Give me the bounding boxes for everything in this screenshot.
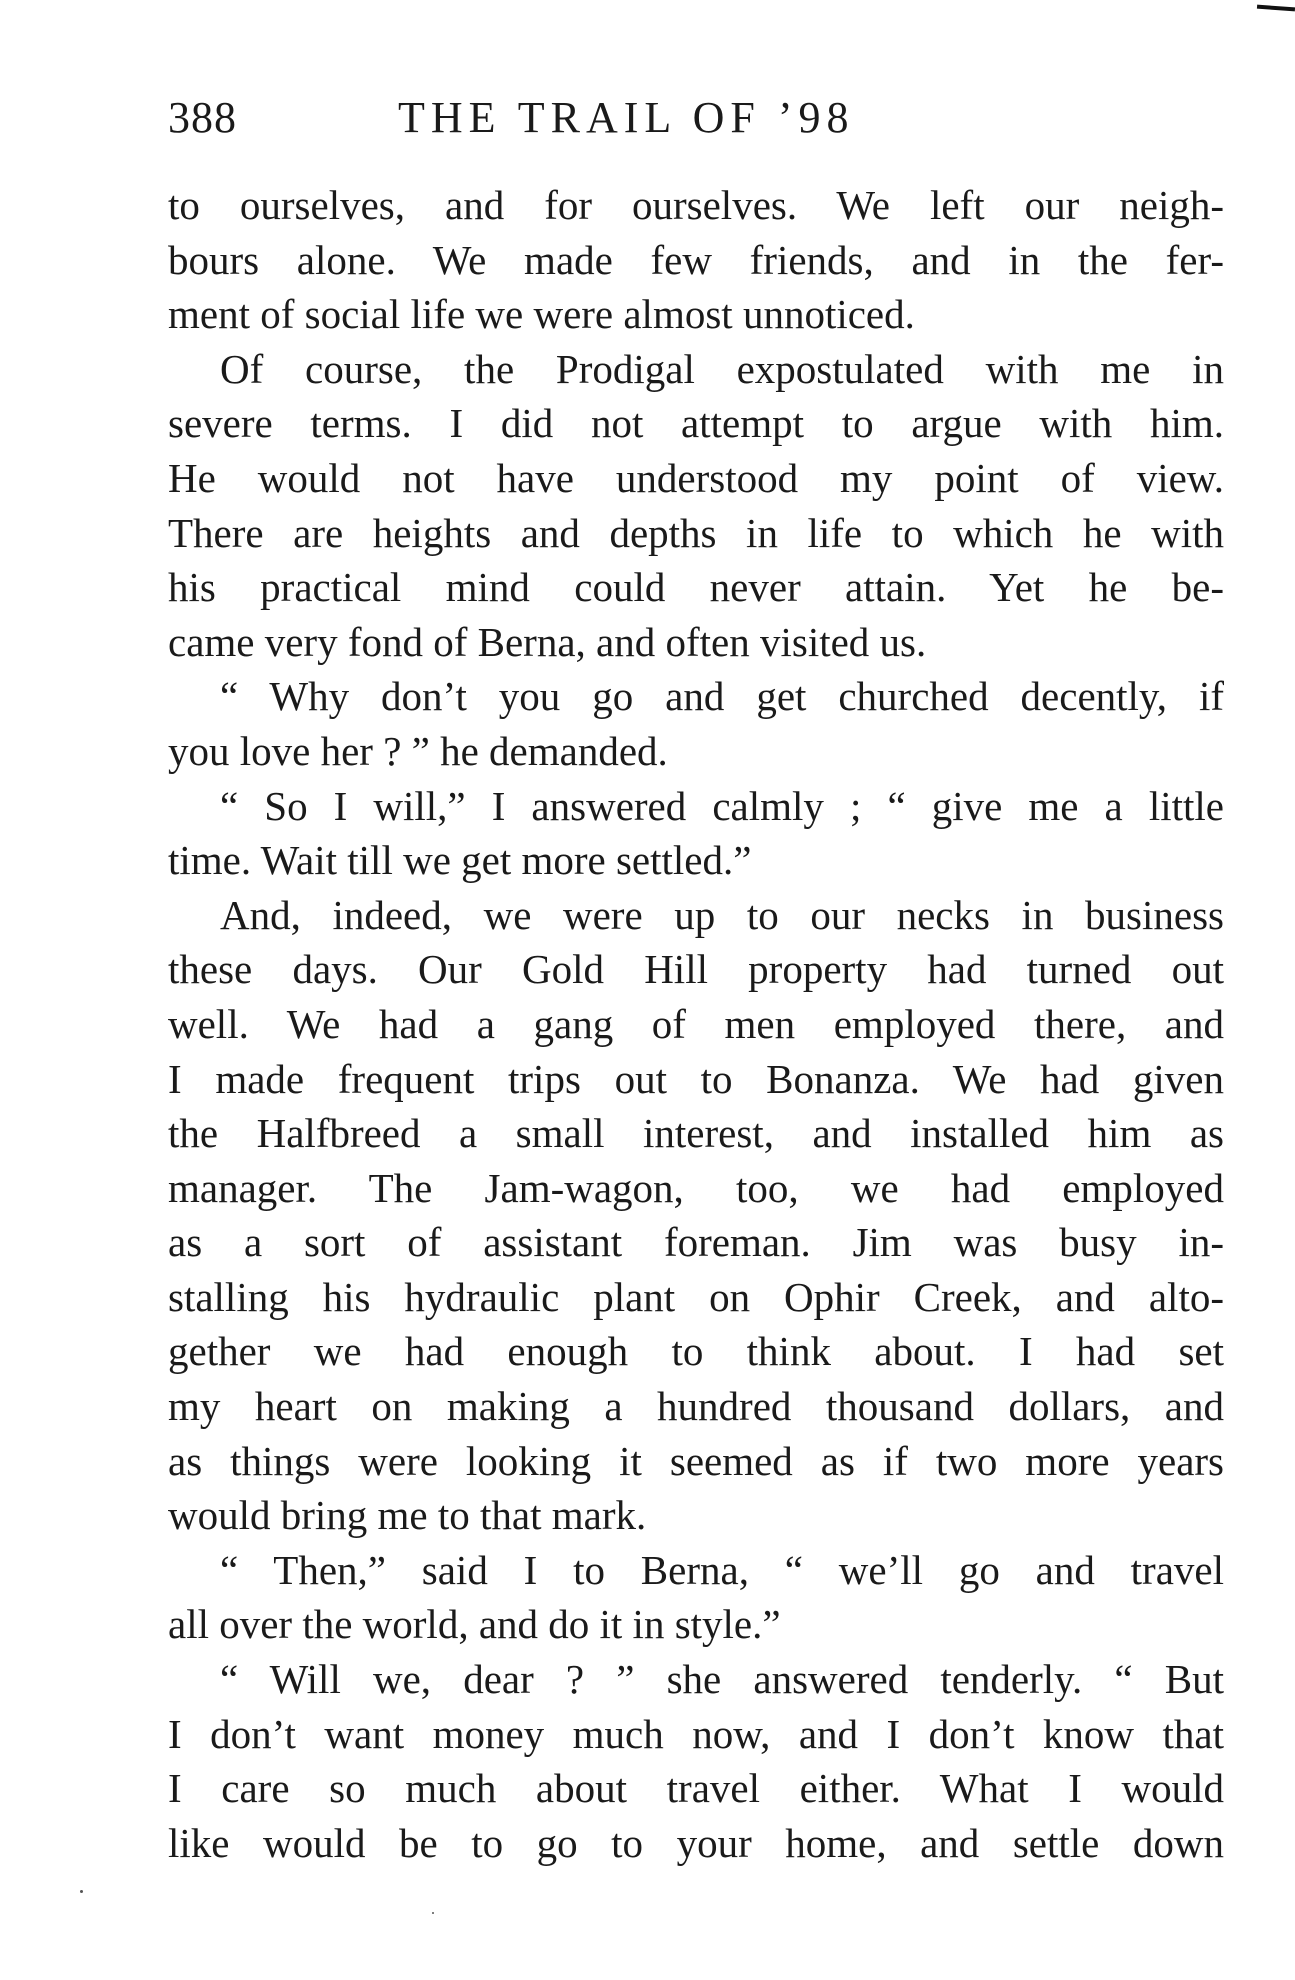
page-number: 388 — [168, 93, 237, 142]
text-line: to ourselves, and for ourselves. We left our neigh- — [168, 182, 1224, 228]
text-line: well. We had a gang of men employed there, and — [168, 1000, 1224, 1047]
text-line: “ Then,” said I to Berna, “ we’ll go and travel — [220, 1546, 1224, 1593]
text-line: manager. The Jam-wagon, too, we had employed — [168, 1164, 1224, 1211]
text-line: these days. Our Gold Hill property had turned out — [168, 946, 1224, 993]
text-line: “ So I will,” I answered calmly ; “ give me a little — [220, 782, 1224, 829]
text-line: as a sort of assistant foreman. Jim was busy in- — [168, 1219, 1224, 1266]
text-line: stalling his hydraulic plant on Ophir Creek, and alto- — [168, 1273, 1224, 1320]
text-line: my heart on making a hundred thousand dollars, and — [168, 1383, 1224, 1430]
text-line: bours alone. We made few friends, and in the fer- — [168, 236, 1224, 283]
text-line: time. Wait till we get more settled.” — [168, 837, 752, 884]
corner-mark — [1257, 5, 1295, 12]
body-text — [168, 178, 1224, 1870]
page-header — [168, 92, 1224, 152]
text-line: all over the world, and do it in style.” — [168, 1601, 781, 1648]
text-line: “ Why don’t you go and get churched decently, if — [220, 673, 1224, 720]
running-title: THE TRAIL OF ’98 — [398, 93, 855, 142]
text-line: I don’t want money much now, and I don’t know that — [168, 1710, 1224, 1757]
text-line: came very fond of Berna, and often visited us. — [168, 618, 927, 665]
text-line: as things were looking it seemed as if two more years — [168, 1437, 1224, 1484]
text-line: Of course, the Prodigal expostulated with me in — [220, 345, 1224, 392]
text-line: gether we had enough to think about. I had set — [168, 1328, 1224, 1375]
paper-speck — [432, 1912, 434, 1914]
text-line: you love her ? ” he demanded. — [168, 727, 668, 774]
text-line: would bring me to that mark. — [168, 1492, 647, 1539]
text-line: severe terms. I did not attempt to argue with him. — [168, 400, 1224, 447]
text-line: And, indeed, we were up to our necks in business — [220, 891, 1224, 938]
text-line: his practical mind could never attain. Yet he be- — [168, 564, 1224, 611]
text-line: He would not have understood my point of view. — [168, 454, 1224, 501]
paper-speck — [80, 1890, 83, 1893]
text-line: I made frequent trips out to Bonanza. We had given — [168, 1055, 1224, 1102]
text-line: ment of social life we were almost unnoticed. — [168, 291, 915, 338]
text-line: “ Will we, dear ? ” she answered tenderly. “ But — [220, 1656, 1224, 1703]
text-line: I care so much about travel either. What I would — [168, 1765, 1224, 1812]
text-line: the Halfbreed a small interest, and installed him as — [168, 1110, 1224, 1157]
text-line: There are heights and depths in life to which he with — [168, 509, 1224, 556]
text-line: like would be to go to your home, and settle down — [168, 1819, 1224, 1866]
